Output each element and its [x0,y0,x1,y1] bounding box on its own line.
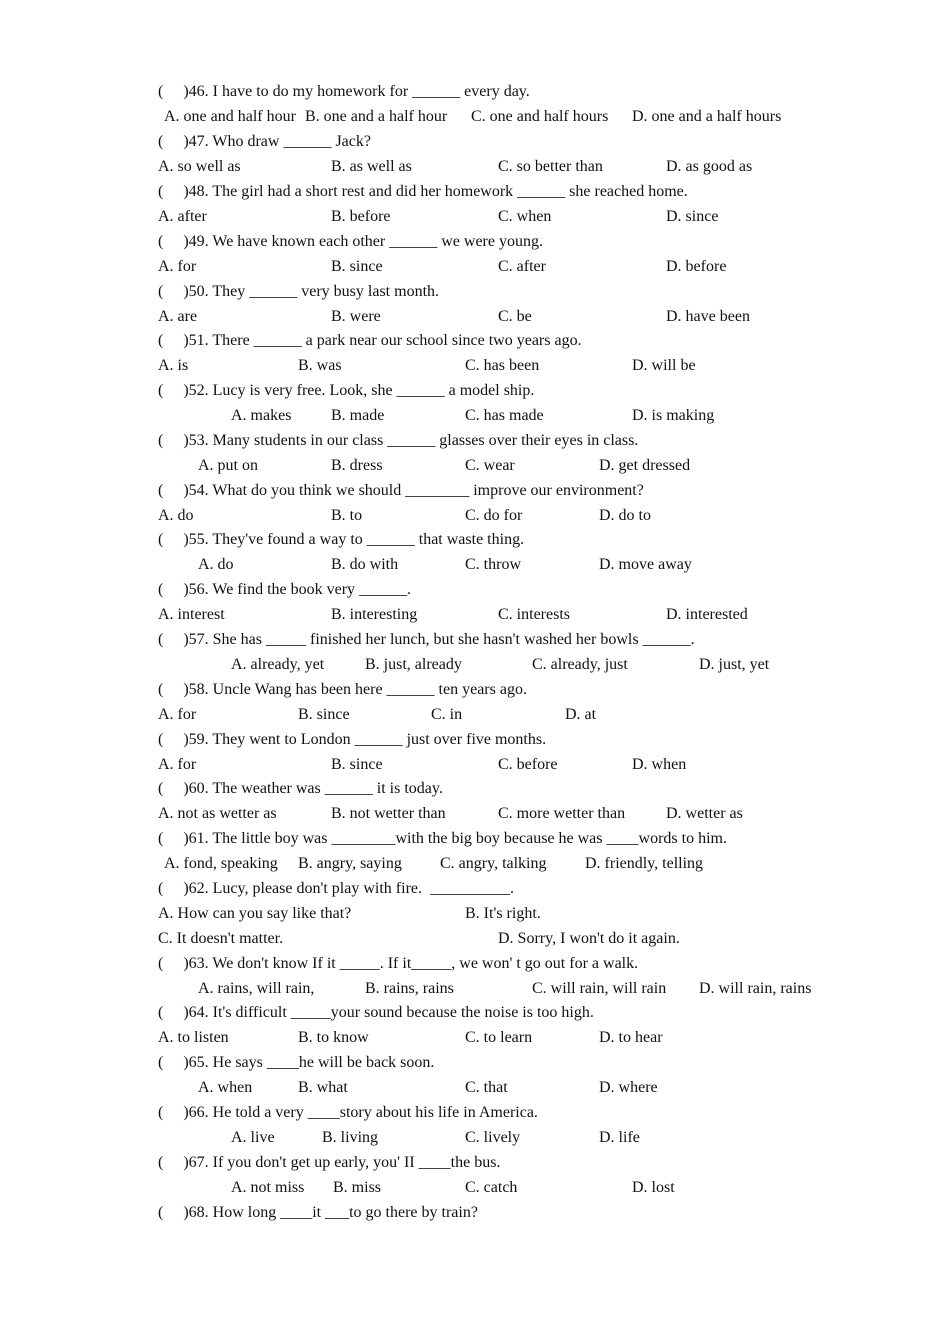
question-59-option-c: C. before [498,756,558,773]
question-53-option-c: C. wear [465,457,515,474]
question-67-option-d: D. lost [632,1179,675,1196]
question-51-option-a: A. is [158,357,189,374]
question-55-option-a: A. do [198,556,234,573]
question-50-stem: ( )50. They ______ very busy last month. [158,283,440,300]
question-60-option-c: C. more wetter than [498,805,626,822]
question-52-option-c: C. has made [465,407,544,424]
question-58-option-d: D. at [565,706,597,723]
question-47-option-d: D. as good as [666,158,753,175]
question-54-option-b: B. to [331,507,363,524]
question-55-option-b: B. do with [331,556,399,573]
question-49-option-c: C. after [498,258,546,275]
question-54-option-a: A. do [158,507,194,524]
question-68-stem: ( )68. How long ____it ___to go there by train? [158,1204,478,1221]
question-67-option-c: C. catch [465,1179,518,1196]
question-62-option-a: A. How can you say like that? [158,905,352,922]
question-61-option-c: C. angry, talking [440,855,547,872]
question-56-option-d: D. interested [666,606,748,623]
question-54-option-d: D. do to [599,507,651,524]
question-66-option-c: C. lively [465,1129,521,1146]
question-50-option-a: A. are [158,308,198,325]
question-51-option-d: D. will be [632,357,696,374]
question-56-option-a: A. interest [158,606,225,623]
question-48-option-c: C. when [498,208,552,225]
question-52-option-d: D. is making [632,407,715,424]
question-52-option-b: B. made [331,407,385,424]
question-46-option-d: D. one and a half hours [632,108,782,125]
question-62-option-c: C. It doesn't matter. [158,930,284,947]
question-60-option-a: A. not as wetter as [158,805,277,822]
question-47-stem: ( )47. Who draw ______ Jack? [158,133,371,150]
question-56-stem: ( )56. We find the book very ______. [158,581,412,598]
question-63-option-c: C. will rain, will rain [532,980,667,997]
question-66-option-d: D. life [599,1129,640,1146]
question-58-option-b: B. since [298,706,350,723]
question-49-option-b: B. since [331,258,383,275]
question-58-stem: ( )58. Uncle Wang has been here ______ ten years ago. [158,681,527,698]
question-63-stem: ( )63. We don't know If it _____. If it_____, we won' t go out for a walk. [158,955,639,972]
question-67-option-b: B. miss [333,1179,382,1196]
question-50-option-c: C. be [498,308,532,325]
question-51-option-b: B. was [298,357,342,374]
question-58-option-a: A. for [158,706,197,723]
question-57-option-c: C. already, just [532,656,628,673]
question-61-option-d: D. friendly, telling [585,855,704,872]
question-67-option-a: A. not miss [231,1179,305,1196]
question-64-option-d: D. to hear [599,1029,663,1046]
question-51-stem: ( )51. There ______ a park near our school since two years ago. [158,332,582,349]
question-65-option-c: C. that [465,1079,508,1096]
question-64-option-b: B. to know [298,1029,369,1046]
question-60-option-d: D. wetter as [666,805,743,822]
question-62-option-b: B. It's right. [465,905,541,922]
question-48-stem: ( )48. The girl had a short rest and did her homework ______ she reached home. [158,183,688,200]
question-46-option-c: C. one and half hours [471,108,609,125]
question-58-option-c: C. in [431,706,463,723]
question-48-option-b: B. before [331,208,391,225]
question-46-option-b: B. one and a half hour [305,108,448,125]
question-66-option-b: B. living [322,1129,379,1146]
question-52-stem: ( )52. Lucy is very free. Look, she ______ a model ship. [158,382,535,399]
question-60-option-b: B. not wetter than [331,805,446,822]
question-64-option-c: C. to learn [465,1029,533,1046]
question-46-stem: ( )46. I have to do my homework for ______ every day. [158,83,530,100]
question-59-option-a: A. for [158,756,197,773]
question-55-option-d: D. move away [599,556,692,573]
question-61-option-b: B. angry, saying [298,855,402,872]
question-61-option-a: A. fond, speaking [164,855,278,872]
question-47-option-b: B. as well as [331,158,412,175]
question-62-option-d: D. Sorry, I won't do it again. [498,930,680,947]
question-53-stem: ( )53. Many students in our class ______ glasses over their eyes in class. [158,432,639,449]
question-46-option-a: A. one and half hour [164,108,296,125]
question-49-option-a: A. for [158,258,197,275]
question-65-option-b: B. what [298,1079,348,1096]
question-49-option-d: D. before [666,258,727,275]
question-47-option-a: A. so well as [158,158,241,175]
question-53-option-a: A. put on [198,457,258,474]
question-57-stem: ( )57. She has _____ finished her lunch, but she hasn't washed her bowls ______. [158,631,695,648]
question-55-option-c: C. throw [465,556,521,573]
question-59-stem: ( )59. They went to London ______ just over five months. [158,731,547,748]
question-59-option-d: D. when [632,756,687,773]
question-53-option-d: D. get dressed [599,457,691,474]
question-50-option-d: D. have been [666,308,750,325]
question-60-stem: ( )60. The weather was ______ it is today. [158,780,443,797]
question-65-option-a: A. when [198,1079,253,1096]
question-47-option-c: C. so better than [498,158,603,175]
question-57-option-d: D. just, yet [699,656,770,673]
question-64-stem: ( )64. It's difficult _____your sound because the noise is too high. [158,1004,594,1021]
question-50-option-b: B. were [331,308,381,325]
question-56-option-b: B. interesting [331,606,418,623]
question-51-option-c: C. has been [465,357,540,374]
question-48-option-a: A. after [158,208,207,225]
question-54-stem: ( )54. What do you think we should ________ improve our environment? [158,482,644,499]
question-62-stem: ( )62. Lucy, please don't play with fire. __________. [158,880,514,897]
question-65-option-d: D. where [599,1079,658,1096]
question-66-stem: ( )66. He told a very ____story about his life in America. [158,1104,538,1121]
question-67-stem: ( )67. If you don't get up early, you' II ____the bus. [158,1154,501,1171]
question-59-option-b: B. since [331,756,383,773]
question-54-option-c: C. do for [465,507,523,524]
question-63-option-a: A. rains, will rain, [198,980,315,997]
question-57-option-a: A. already, yet [231,656,325,673]
question-66-option-a: A. live [231,1129,275,1146]
question-65-stem: ( )65. He says ____he will be back soon. [158,1054,435,1071]
question-53-option-b: B. dress [331,457,383,474]
question-52-option-a: A. makes [231,407,292,424]
question-57-option-b: B. just, already [365,656,462,673]
question-55-stem: ( )55. They've found a way to ______ that waste thing. [158,531,525,548]
question-63-option-b: B. rains, rains [365,980,454,997]
question-49-stem: ( )49. We have known each other ______ we were young. [158,233,543,250]
question-56-option-c: C. interests [498,606,570,623]
question-61-stem: ( )61. The little boy was ________with the big boy because he was ____words to him. [158,830,727,847]
question-64-option-a: A. to listen [158,1029,229,1046]
question-63-option-d: D. will rain, rains [699,980,812,997]
question-48-option-d: D. since [666,208,719,225]
